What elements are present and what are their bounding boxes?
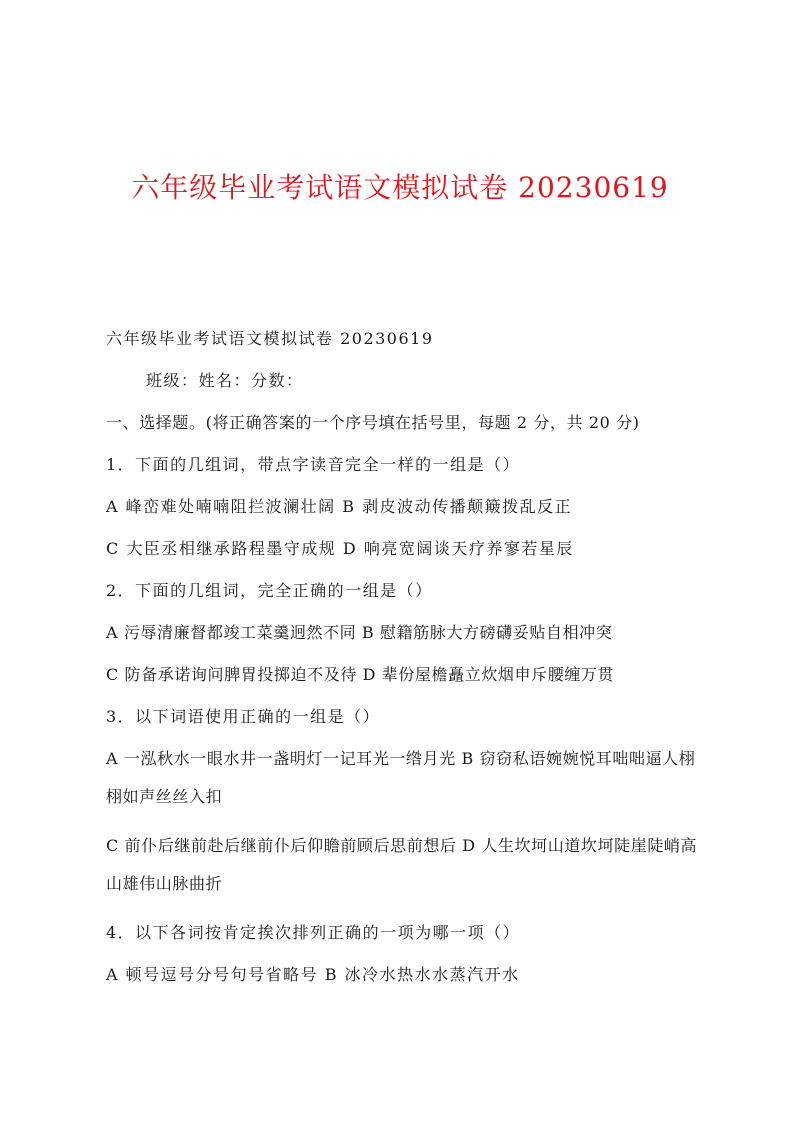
- question-4-options-ab: A 顿号逗号分号句号省略号 B 冰冷水热水水蒸汽开水: [106, 965, 520, 984]
- question-3-options-ab: A 一泓秋水一眼水井一盏明灯一记耳光一绺月光 B 窃窃私语婉婉悦耳咄咄逼人栩栩如声丝丝入扣: [106, 749, 696, 806]
- question-2-options-ab: A 污辱清廉督都竣工菜羹迥然不同 B 慰籍筋脉大方磅礴妥贴自相冲突: [106, 623, 613, 642]
- question-1: 1．下面的几组词，带点字读音完全一样的一组是（）: [106, 455, 521, 474]
- question-1-options-cd: C 大臣丞相继承路程墨守成规 D 响亮宽阔谈天疗养寥若星辰: [106, 539, 574, 558]
- question-4: 4．以下各词按肯定挨次排列正确的一项为哪一项（）: [106, 923, 521, 942]
- document-title: 六年级毕业考试语文模拟试卷 20230619: [131, 171, 669, 204]
- question-2-options-cd: C 防备承诺询问脾胃投掷迫不及待 D 辈份屋檐矗立炊烟申斥腰缠万贯: [106, 665, 615, 684]
- document-body: [106, 326, 706, 1004]
- section-heading: 一、选择题。(将正确答案的一个序号填在括号里，每题 2 分，共 20 分): [106, 413, 640, 432]
- question-3-options-cd: C 前仆后继前赴后继前仆后仰瞻前顾后思前想后 D 人生坎坷山道坎坷陡崖陡峭高山雄伟山脉曲折: [106, 836, 698, 893]
- question-3: 3．以下词语使用正确的一组是（）: [106, 707, 381, 726]
- question-1-options-ab: A 峰峦难处喃喃阻拦波澜壮阔 B 剥皮波动传播颠簸拨乱反正: [106, 497, 573, 516]
- subtitle-line: 六年级毕业考试语文模拟试卷 20230619: [106, 329, 434, 348]
- question-2: 2．下面的几组词，完全正确的一组是（）: [106, 581, 433, 600]
- student-info-line: 班级：姓名：分数：: [146, 371, 304, 390]
